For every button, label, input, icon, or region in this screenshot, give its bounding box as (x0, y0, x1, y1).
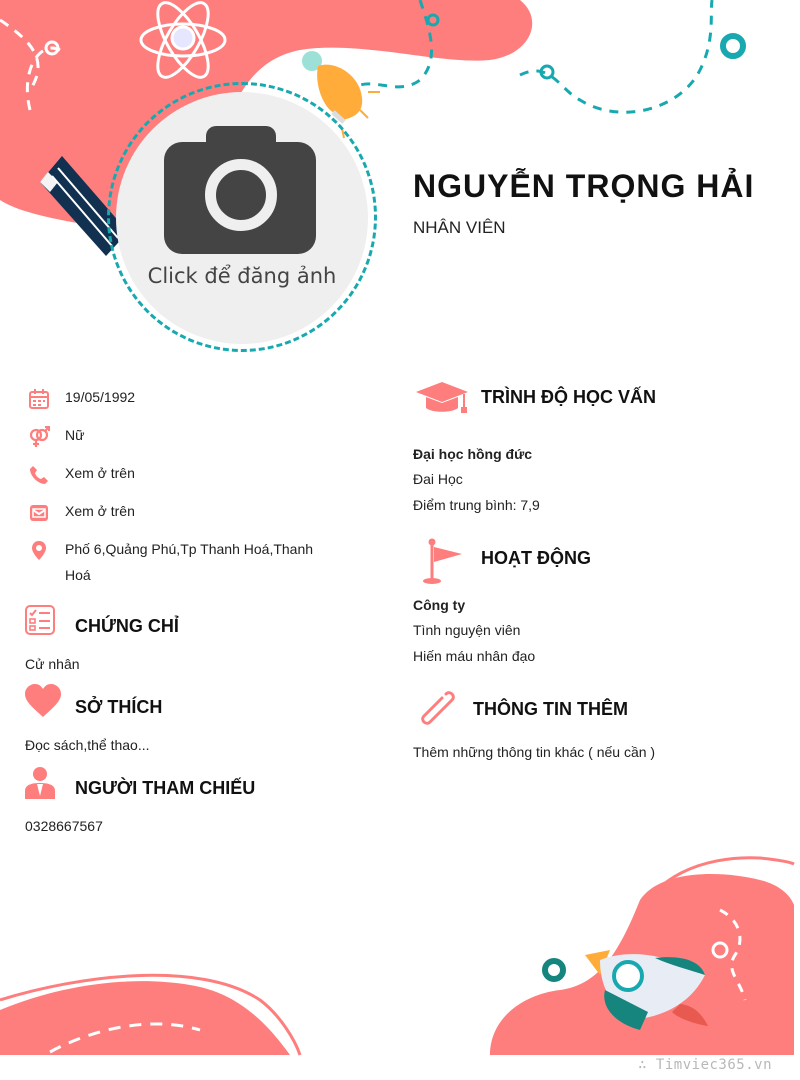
hobbies-content[interactable]: Đọc sách,thể thao... (25, 737, 150, 753)
references-content[interactable]: 0328667567 (25, 818, 103, 834)
certificates-title[interactable]: CHỨNG CHỈ (75, 616, 179, 636)
rocket-icon (585, 950, 708, 1030)
location-pin-icon (28, 540, 50, 562)
phone-value[interactable]: Xem ở trên (65, 465, 135, 481)
education-school[interactable]: Đại học hồng đức (413, 446, 533, 462)
education-gpa[interactable]: Điểm trung bình: 7,9 (413, 497, 540, 513)
birthday-value[interactable]: 19/05/1992 (65, 389, 136, 405)
contact-email (28, 498, 328, 524)
camera-lens-icon (205, 159, 277, 231)
email-icon (28, 502, 50, 524)
candidate-position[interactable]: NHÂN VIÊN (413, 218, 506, 237)
phone-icon (28, 464, 50, 486)
contact-address (28, 536, 328, 588)
person-icon (24, 766, 56, 800)
contact-phone (28, 460, 328, 486)
activities-org[interactable]: Công ty (413, 597, 466, 613)
graduation-cap-icon (414, 380, 470, 414)
contact-birthday (28, 384, 328, 410)
avatar-upload-label: Click để đăng ảnh (147, 264, 337, 288)
activities-line-1[interactable]: Tình nguyện viên (413, 622, 521, 638)
paperclip-icon (416, 688, 458, 730)
hobbies-title[interactable]: SỞ THÍCH (75, 697, 163, 717)
calendar-icon (28, 388, 50, 410)
education-title[interactable]: TRÌNH ĐỘ HỌC VẤN (481, 387, 656, 407)
additional-content[interactable]: Thêm những thông tin khác ( nếu cần ) (413, 744, 656, 760)
education-degree[interactable]: Đai Học (413, 471, 463, 487)
additional-title[interactable]: THÔNG TIN THÊM (473, 699, 628, 719)
email-value[interactable]: Xem ở trên (65, 503, 135, 519)
contact-gender (28, 422, 328, 448)
flag-icon (420, 538, 464, 584)
address-line-2[interactable]: Hoá (65, 567, 91, 583)
gender-icon (28, 426, 50, 448)
gender-value[interactable]: Nữ (65, 427, 85, 443)
certificates-content[interactable]: Cử nhân (25, 656, 80, 672)
references-title[interactable]: NGƯỜI THAM CHIẾU (75, 778, 256, 798)
checklist-icon (24, 604, 56, 636)
candidate-name[interactable]: NGUYỄN TRỌNG HẢI (413, 168, 755, 204)
heart-icon (24, 684, 62, 718)
activities-line-2[interactable]: Hiến máu nhân đạo (413, 648, 536, 664)
watermark: ∴ Timviec365.vn (638, 1057, 772, 1073)
activities-title[interactable]: HOẠT ĐỘNG (481, 548, 591, 568)
avatar-upload[interactable] (116, 92, 368, 344)
address-line-1[interactable]: Phố 6,Quảng Phú,Tp Thanh Hoá,Thanh (65, 541, 314, 557)
